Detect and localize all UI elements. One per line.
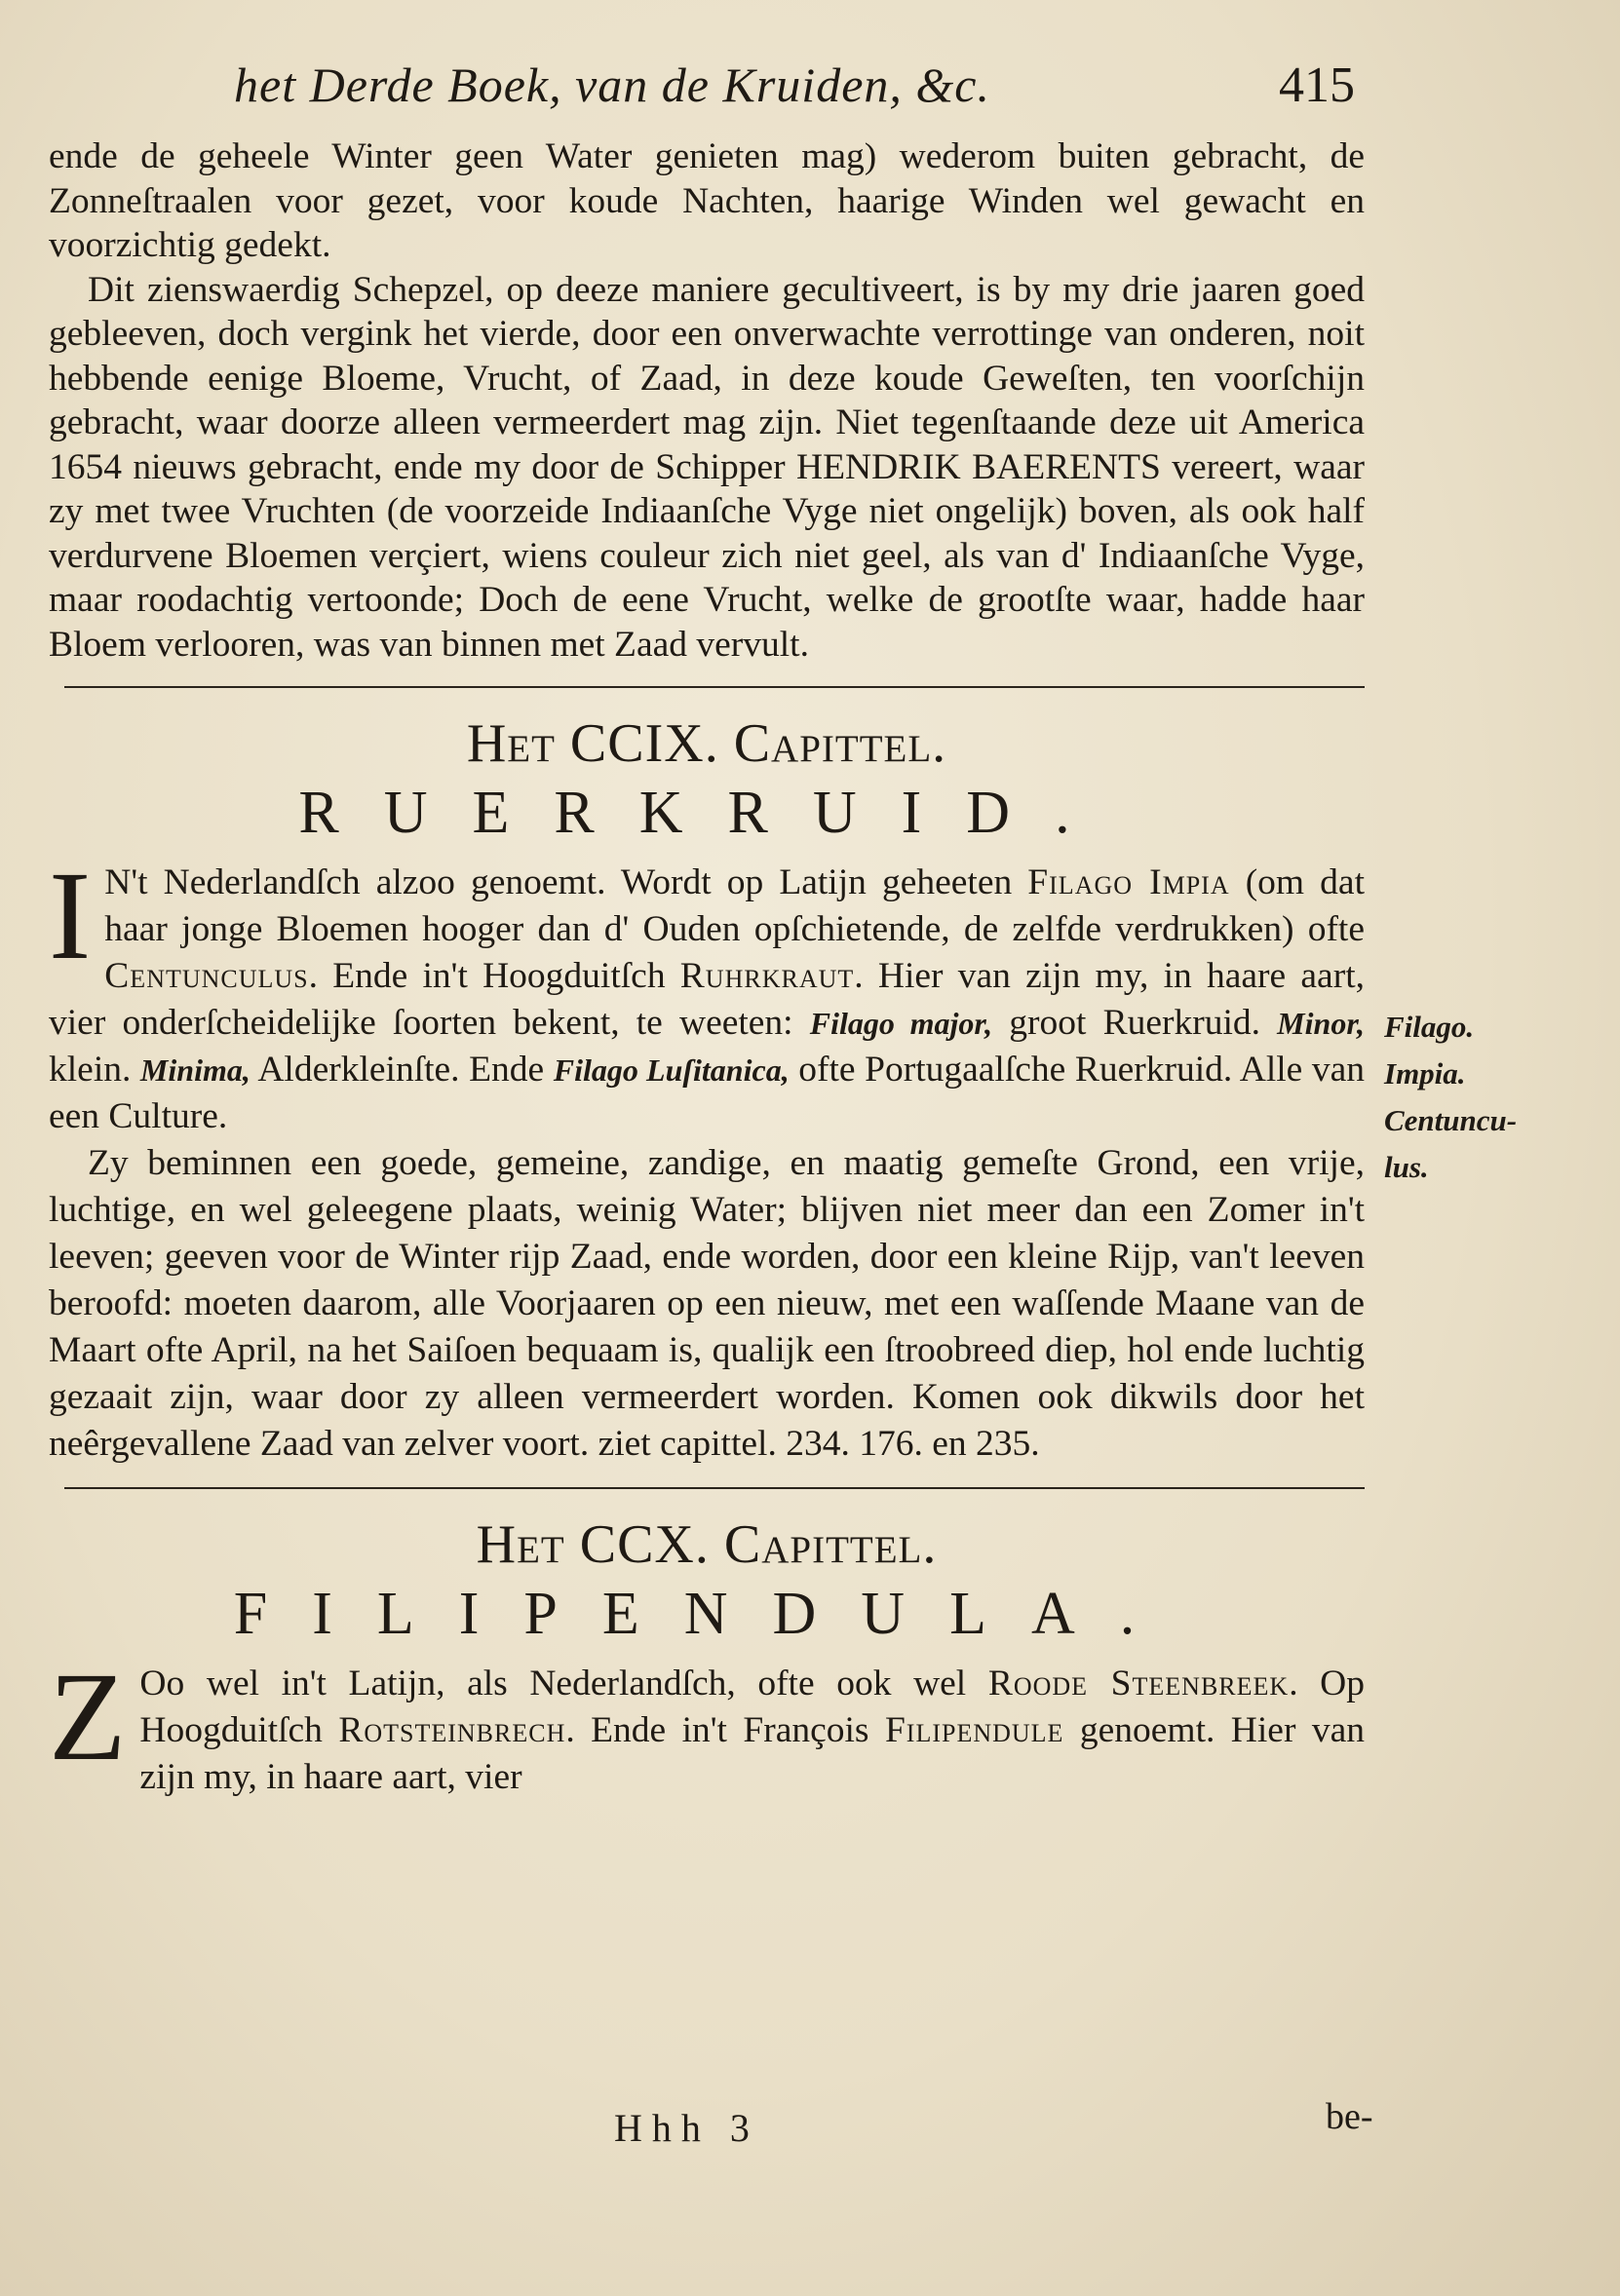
text-run: Oo wel in't Latijn, als Nederlandſch, ofte ook wel: [139, 1664, 988, 1703]
page-body: [49, 134, 1365, 1801]
chapter-209-title: RUERKRUID.: [298, 780, 1115, 846]
chapter-209-heading: Het CCIX. Capittel.: [466, 713, 947, 774]
text-run: klein.: [49, 1050, 140, 1090]
section-divider: [64, 1487, 1365, 1489]
text-run: . Op Hoogduitſch: [139, 1664, 1365, 1750]
margin-notes: [1384, 1004, 1579, 1191]
running-title: het Derde Boek, van de Kruiden, &c.: [234, 57, 990, 112]
chapter-210-heading: Het CCX. Capittel.: [476, 1514, 938, 1575]
margin-note: Centuncu-: [1384, 1103, 1518, 1137]
chapter-209-paragraph-1: [49, 846, 1366, 1140]
german-name: Ruhrkraut: [679, 956, 855, 996]
page-number: 415: [1279, 57, 1355, 113]
dropcap-letter: Z: [49, 1647, 127, 1787]
species-name: Filago Luſitanica,: [553, 1052, 790, 1088]
species-name: Filago major,: [809, 1006, 993, 1041]
latin-name: Filago Impia: [1027, 862, 1230, 902]
dropcap-letter: I: [49, 846, 92, 986]
paragraph-continuation: ende de geheele Winter geen Water genieten mag) wederom buiten gebracht, de Zonneſtraalen voor gezet, voor koude Nachten, haarige Winden wel gewacht en voorzichtig gedekt.: [49, 136, 1365, 265]
margin-note: Impia.: [1384, 1056, 1466, 1091]
chapter-210-paragraph-1: [49, 1647, 1365, 1801]
catchword: be-: [1326, 2096, 1373, 2137]
latin-name: Centunculus: [104, 956, 309, 996]
chapter-210-title: FILIPENDULA.: [233, 1581, 1180, 1647]
plant-name: Roode Steenbreek: [987, 1664, 1290, 1703]
margin-note: Filago.: [1384, 1010, 1475, 1044]
species-name: Minima,: [139, 1052, 251, 1088]
text-run: . Ende in't Hoogduitſch: [308, 956, 680, 996]
paragraph-schepzel: Dit zienswaerdig Schepzel, op deeze maniere gecultiveert, is by my drie jaaren goed gebleeven, doch vergink het vierde, door een onverwachte verrottinge van onderen, noit hebbende eenige Bloeme, Vrucht, of Zaad, in deze koude Geweſten, ten voorſchijn gebracht, waar doorze alleen vermeerdert mag zijn. Niet tegenſtaande deze uit America 1654 nieuws gebracht, ende my door de Schipper HENDRIK BAERENTS vereert, waar zy met twee Vruchten (de voorzeide Indiaanſche Vyge niet ongelijk) boven, als ook half verdurvene Bloemen verçiert, wiens couleur zich niet geel, als van d' Indiaanſche Vyge, maar roodachtig vertoonde; Doch de eene Vrucht, welke de grootſte waar, hadde haar Bloem verlooren, was van binnen met Zaad vervult.: [49, 269, 1365, 665]
german-name: Rotsteinbrech: [338, 1710, 566, 1750]
text-run: . Ende in't François: [565, 1710, 885, 1750]
text-run: (om dat haar jonge Bloemen hooger dan d' Ouden opſchietende, de zelfde verdrukken) ofte: [104, 862, 1365, 949]
margin-note: lus.: [1384, 1150, 1429, 1184]
text-run: . Hier van zijn my, in haare aart, vier onderſcheidelijke ſoorten bekent, te weeten:: [49, 956, 1365, 1043]
species-name: Minor,: [1277, 1006, 1365, 1041]
page-header: [234, 57, 1384, 125]
french-name: Filipendule: [884, 1710, 1064, 1750]
section-divider: [64, 686, 1365, 688]
text-run: genoemt. Hier van zijn my, in haare aart, vier: [139, 1710, 1365, 1797]
text-run: groot Ruerkruid.: [992, 1003, 1278, 1043]
text-run: N't Nederlandſch alzoo genoemt. Wordt op Latijn geheeten: [104, 862, 1028, 902]
chapter-209-paragraph-2: Zy beminnen een goede, gemeine, zandige, en maatig gemeſte Grond, een vrije, luchtige, en wel geleegene plaats, weinig Water; blijven niet meer dan een Zomer in't leeven; geeven voor de Winter rijp Zaad, ende worden, door een kleine Rijp, van't leeven beroofd: moeten daarom, alle Voorjaaren op een nieuw, met een waſſende Maane van de Maart ofte April, na het Saiſoen bequaam is, qualijk een ſtroobreed diep, hol ende luchtig gezaait zijn, waar door zy alleen vermeerdert worden. Komen ook dikwils door het neêrgevallene Zaad van zelver voort. ziet capittel. 234. 176. en 235.: [49, 1143, 1365, 1464]
text-run: ofte Portugaalſche Ruerkruid. Alle van een Culture.: [49, 1050, 1366, 1136]
signature-mark: Hhh 3: [614, 2106, 759, 2150]
text-run: Alderkleinſte. Ende: [250, 1050, 554, 1090]
